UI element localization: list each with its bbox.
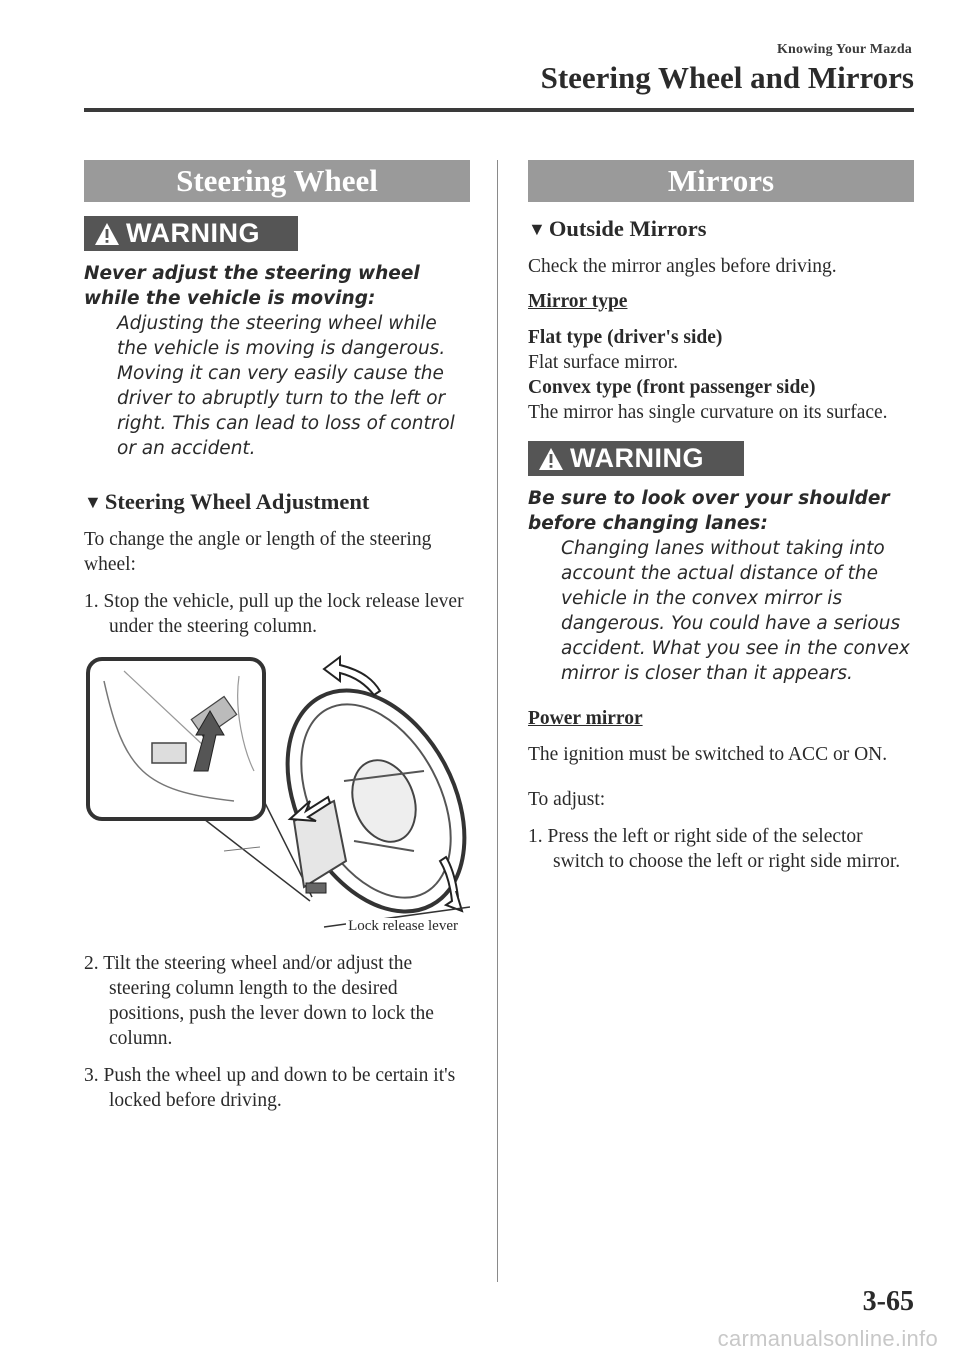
power-mirror-heading: Power mirror [528, 708, 643, 729]
section-title-mirrors: Mirrors [528, 160, 914, 202]
subheading-text: Outside Mirrors [548, 216, 707, 241]
triangle-bullet-icon: ▼ [84, 491, 102, 512]
step-1: 1. Press the left or right side of the selector switch to choose the left or right side mirror. [528, 826, 901, 872]
flat-type-desc: Flat surface mirror. [528, 352, 678, 373]
right-column [528, 160, 914, 886]
steering-illustration [84, 651, 470, 941]
warning-lead: Never adjust the steering wheel while the vehicle is moving: [84, 263, 420, 309]
column-divider [497, 160, 498, 1282]
page-number: 3-65 [862, 1286, 914, 1317]
section-title-steering-wheel: Steering Wheel [84, 160, 470, 202]
chapter-kicker: Knowing Your Mazda [776, 42, 912, 57]
warning-body: Adjusting the steering wheel while the vehicle is moving is dangerous. Moving it can very easily cause the driver to abruptly turn to the left or right. This can lead to loss of control or an accident. [117, 313, 455, 459]
flat-type-title: Flat type (driver's side) [528, 327, 723, 348]
subheading-text: Steering Wheel Adjustment [104, 489, 370, 514]
warning-triangle-icon [538, 447, 564, 471]
left-column [84, 160, 470, 1125]
intro-text: To change the angle or length of the steering wheel: [84, 529, 432, 575]
convex-type-title: Convex type (front passenger side) [528, 377, 816, 398]
intro-text: Check the mirror angles before driving. [528, 256, 837, 277]
subheading-steering-adjustment [84, 489, 470, 515]
step-2: 2. Tilt the steering wheel and/or adjust the steering column length to the desired positions, push the lever down to lock the column. [84, 953, 434, 1049]
warning-triangle-icon [94, 222, 120, 246]
to-adjust-text: To adjust: [528, 789, 606, 810]
warning-label: WARNING [570, 443, 704, 473]
power-mirror-text: The ignition must be switched to ACC or ON. [528, 744, 888, 765]
page-title: Steering Wheel and Mirrors [540, 60, 914, 95]
warning-badge [84, 216, 298, 251]
figure-caption-lock-release-lever: Lock release lever [348, 918, 458, 934]
subheading-outside-mirrors [528, 216, 914, 242]
warning-label: WARNING [126, 218, 260, 248]
step-1: 1. Stop the vehicle, pull up the lock release lever under the steering column. [84, 591, 464, 637]
steering-wheel-drawing [84, 651, 470, 941]
mirror-type-heading: Mirror type [528, 291, 628, 312]
warning-lead: Be sure to look over your shoulder before changing lanes: [528, 488, 890, 534]
convex-type-desc: The mirror has single curvature on its surface. [528, 402, 888, 423]
warning-badge [528, 441, 744, 476]
triangle-bullet-icon: ▼ [528, 218, 546, 239]
watermark: carmanualsonline.info [717, 1326, 938, 1351]
warning-body: Changing lanes without taking into account the actual distance of the vehicle in the convex mirror is dangerous. You could have a serious accident. What you see in the convex mirror is closer than it appears. [561, 538, 910, 684]
header-rule [84, 108, 914, 112]
step-3: 3. Push the wheel up and down to be certain it's locked before driving. [84, 1065, 456, 1111]
